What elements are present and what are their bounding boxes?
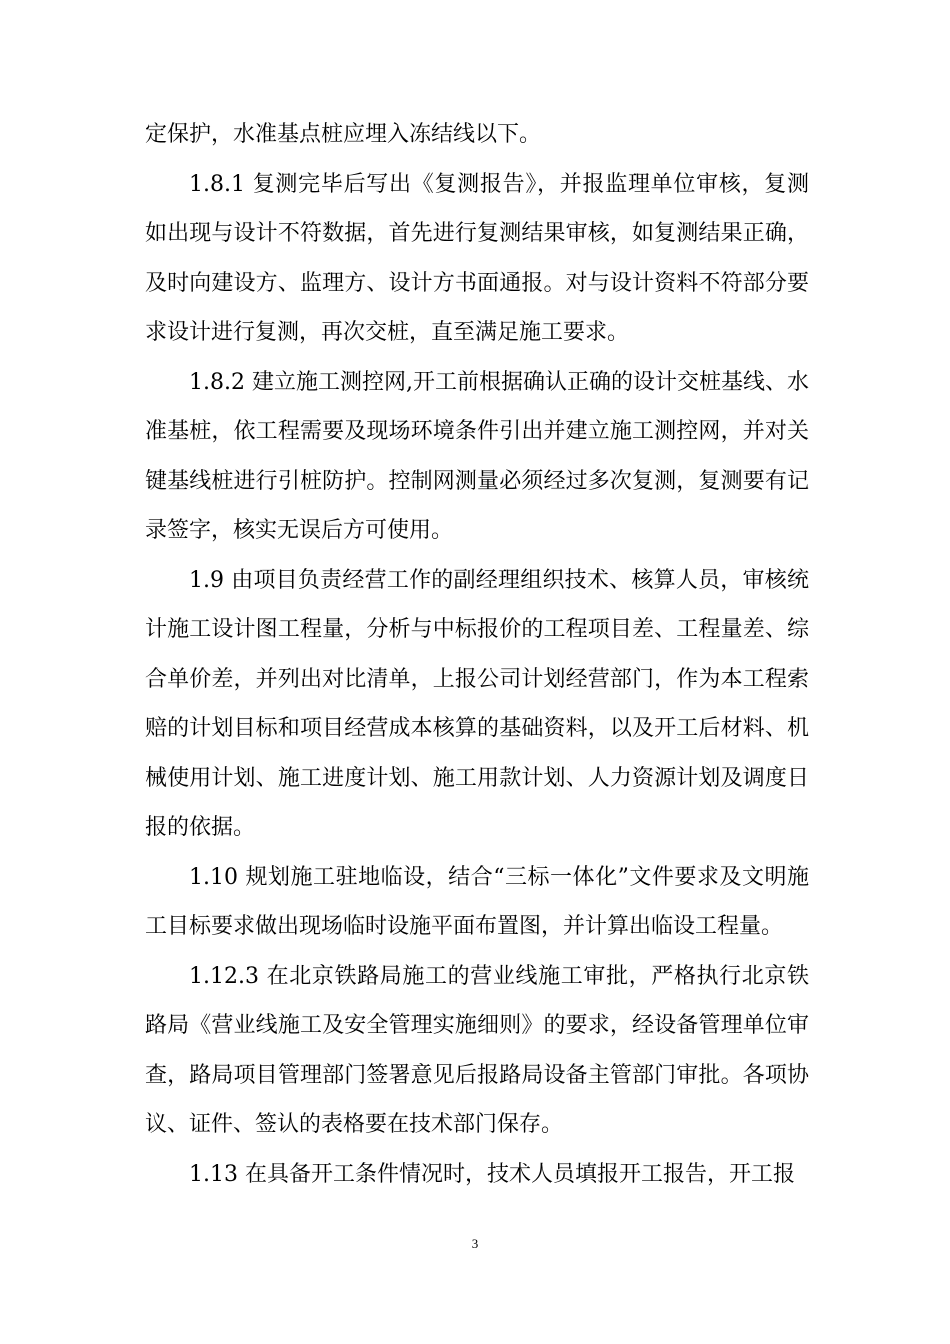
paragraph-continuation: 定保护，水准基点桩应埋入冻结线以下。 — [145, 122, 542, 147]
paragraph-1-13: 1.13 在具备开工条件情况时，技术人员填报开工报告，开工报 — [189, 1161, 795, 1187]
paragraph-1-10: 1.10 规划施工驻地临设，结合“三标一体化”文件要求及文明施工目标要求做出现场临时设施平面布置图，并计算出临设工程量。 — [145, 864, 809, 939]
page-number: 3 — [471, 1236, 479, 1251]
body-text — [145, 110, 809, 1199]
paragraph-1-9: 1.9 由项目负责经营工作的副经理组织技术、核算人员，审核统计施工设计图工程量，分析与中标报价的工程项目差、工程量差、综合单价差，并列出对比清单，上报公司计划经营部门，作为本工程索赔的计划目标和项目经营成本核算的基础资料，以及开工后材料、机械使用计划、施工进度计划、施工用款计划、人力资源计划及调度日报的依据。 — [145, 567, 809, 840]
paragraph-1-8-1: 1.8.1 复测完毕后写出《复测报告》，并报监理单位审核，复测如出现与设计不符数据，首先进行复测结果审核，如复测结果正确，及时向建设方、监理方、设计方书面通报。对与设计资料不符部分要求设计进行复测，再次交桩，直至满足施工要求。 — [145, 171, 809, 345]
paragraph-1-8-2: 1.8.2 建立施工测控网,开工前根据确认正确的设计交桩基线、水准基桩，依工程需要及现场环境条件引出并建立施工测控网，并对关键基线桩进行引桩防护。控制网测量必须经过多次复测，复测要有记录签字，核实无误后方可使用。 — [145, 369, 809, 543]
paragraph-1-12-3: 1.12.3 在北京铁路局施工的营业线施工审批，严格执行北京铁路局《营业线施工及安全管理实施细则》的要求，经设备管理单位审查，路局项目管理部门签署意见后报路局设备主管部门审批。各项协议、证件、签认的表格要在技术部门保存。 — [145, 963, 809, 1137]
